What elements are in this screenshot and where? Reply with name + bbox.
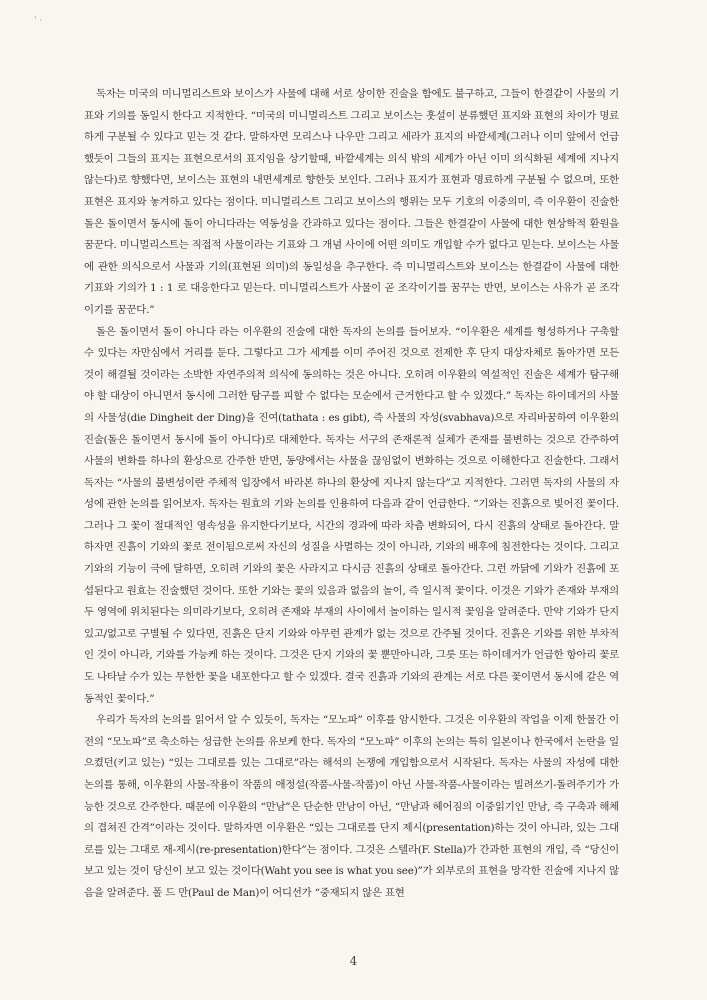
paragraph-3: 우리가 독자의 논의를 읽어서 알 수 있듯이, 독자는 “모노파” 이후를 암시한다. 그것은 이우환의 작업을 이제 한물간 이전의 “모노파”로 축소하는 성급한 논의를 유보케 한다. 독자의 “모노파” 이후의 논의는 특히 일본이나 한국에서 논란을 일으켰던(키고 있는) “있는 그대로를 있는 그대로”라는 해석의 논쟁에 개입함으로서 시작된다. 독자는 사물의 자성에 대한 논의를 통해, 이우환의 사물-작용이 작품의 애정설(작품-사물-작품)이 아닌 사물-작품-사물이라는 빌려쓰기-돌려주기가 가능한 것으로 간주한다. 때문에 이우환의 “만남”은 단순한 만남이 아닌, “만남과 헤어짐의 이중읽기인 만남, 즉 구축과 해체의 겹쳐진 간격”이라는 것이다. 말하자면 이우환은 “있는 그대로를 단지 제시(presentation)하는 것이 아니라, 있는 그대로를 있는 그대로 재-제시(re-presentation)한다”는 점이다. 그것은 스텔라(F. Stella)가 간과한 표현의 개입, 즉 “당신이 보고 있는 것이 당신이 보고 있는 것이다(Waht you see is what you see)”가 외부로의 표현을 망각한 진술에 지나지 않음을 알려준다. 폴 드 만(Paul de Man)이 어디선가 “중재되지 않은 표현: [84, 714, 619, 899]
page-number: 4: [349, 954, 358, 968]
paragraph-1: 독자는 미국의 미니멀리스트와 보이스가 사물에 대해 서로 상이한 진술을 함에도 불구하고, 그들이 한결같이 사물의 기표와 기의를 동일시 한다고 지적한다. “미국의 미니멀리스트 그리고 보이스는 훗설이 분류했던 표지와 표현의 차이가 명료하게 구분될 수 있다고 믿는 것 같다. 말하자면 모리스나 나우만 그리고 세라가 표지의 바깥세계(그러나 이미 앞에서 언급했듯이 그들의 표지는 표현으로서의 표지임을 상기할때, 바깥세계는 의식 밖의 세계가 아닌 이미 의식화된 세계에 지나지 않는다)로 향했다면, 보이스는 표현의 내면세계로 향한듯 보인다. 그러나 표지가 표현과 명료하게 구분될 수 없으며, 또한 표현은 표지와 놓겨하고 있다는 점이다. 미니멀리스트 그리고 보이스의 행위는 모두 기호의 이중의미, 즉 이우환이 진술한 돌은 돌이면서 동시에 돌이 아니다라는 역동성을 간과하고 있다는 점이다. 그들은 한결같이 사물에 대한 현상학적 환원을 꿈꾼다. 미니멀리스트는 직접적 사물이라는 기표와 그 개념 사이에 어떤 의미도 개입할 수가 없다고 믿는다. 보이스는 사물에 관한 의식으로서 사물과 기의(표현된 의미)의 동일성을 추구한다. 즉 미니멀리스트와 보이스는 한결같이 사물에 대한 기표와 기의가 1 : 1 로 대응한다고 믿는다. 미니멀리스트가 사물이 곧 조각이기를 꿈꾸는 반면, 보이스는 사유가 곧 조각이기를 꿈꾼다.”: [84, 88, 619, 316]
paragraph-2: 돌은 돌이면서 돌이 아니다 라는 이우환의 진술에 대한 독자의 논의를 들어보자. “이우환은 세계를 형성하거나 구축할 수 있다는 자만심에서 거리를 둔다. 그렇다고 그가 세계를 이미 주어진 것으로 전제한 후 단지 대상자체로 돌아가면 모든 것이 해결될 것이라는 소박한 자연주의적 의식에 동의하는 것은 아니다. 오히려 이우환의 역설적인 진술은 세계가 탐구해야 할 대상이 아니면서 동시에 그러한 탐구를 피할 수 없다는 모순에서 근거한다고 할 수 있겠다.” 독자는 하이데거의 사물의 사물성(die Dingheit der Ding)을 진여(tathata : es gibt), 즉 사물의 자성(svabhava)으로 자리바꿈하여 이우환의 진술(돌은 돌이면서 동시에 돌이 아니다)로 대체한다. 독자는 서구의 존재론적 실체가 존재를 불변하는 것으로 간주하여 사물의 변화를 하나의 환상으로 간주한 반면, 동양에서는 사물을 끊임없이 변화하는 것으로 이해한다고 진술한다. 그래서 독자는 “사물의 불변성이란 주체적 입장에서 바라본 하나의 환상에 지나지 않는다”고 지적한다. 그러면 독자의 사물의 자성에 관한 논의를 읽어보자. 독자는 원효의 기와 논의를 인용하여 다음과 같이 언급한다. “기와는 진흙으로 빚어진 꽃이다. 그러나 그 꽃이 절대적인 영속성을 유지한다기보다, 시간의 경과에 따라 차츰 변화되어, 다시 진흙의 상태로 돌아간다. 말하자면 진흙이 기와의 꽃로 전이됨으로써 자신의 성질을 사멸하는 것이 아니라, 기와의 배후에 침전한다는 것이다. 그리고 기와의 기능이 극에 달하면, 오히려 기와의 꽃은 사라지고 다시금 진흙의 상태로 돌아간다. 그런 까닭에 기와가 진흙에 포섭된다고 원효는 진술했던 것이다. 또한 기와는 꽃의 있음과 없음의 놀이, 즉 일시적 꽃이다. 이것은 기와가 존재와 부재의 두 영역에 위치된다는 의미라기보다, 오히려 존재와 부재의 사이에서 놀이하는 일시적 꽃임을 알려준다. 만약 기와가 단지 있고/없고로 구별될 수 있다면, 진흙은 단지 기와와 아무런 관계가 없는 것으로 간주될 것이다. 진흙은 기와를 위한 부차적인 것이 아니라, 기와를 가능케 하는 것이다. 그것은 단지 기와의 꽃 뿐만아니라, 그릇 또는 하이데거가 언급한 항아리 꽃로도 나타날 수가 있는 무한한 꽃을 내포한다고 할 수 있겠다. 결국 진흙과 기와의 관계는 서로 다른 꽃이면서 동시에 같은 역동적인 꽃이다.”: [84, 325, 619, 705]
corner-mark: ' ·: [34, 16, 43, 26]
